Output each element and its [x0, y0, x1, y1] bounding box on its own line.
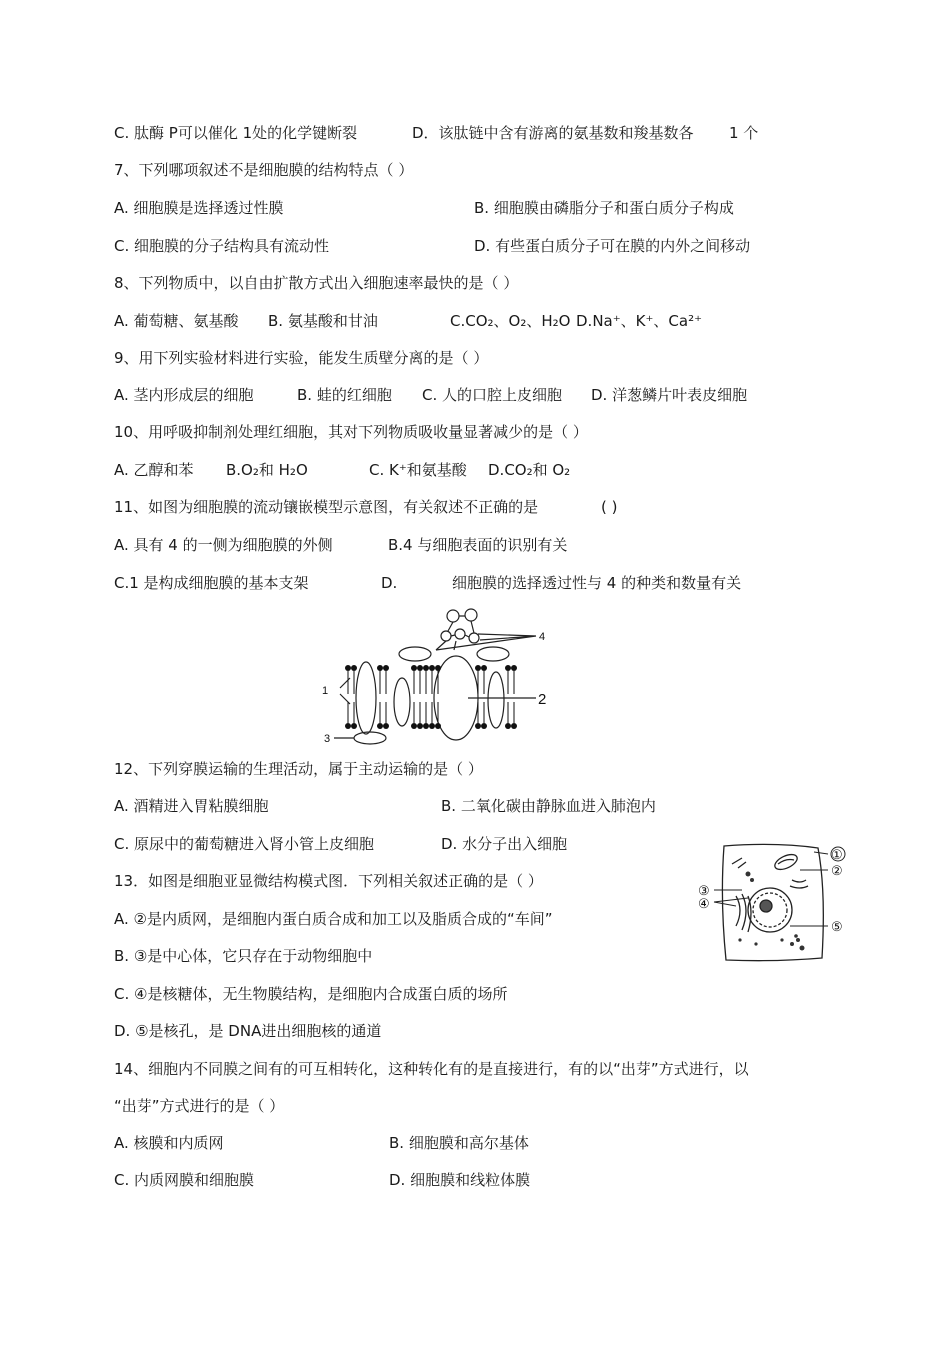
q11-answer-paren: ( ): [601, 498, 618, 516]
q10-option-b: B.O₂和 H₂O: [226, 461, 308, 479]
q12-option-d: D. 水分子出入细胞: [441, 835, 568, 853]
q13-option-d: D. ⑤是核孔，是 DNA进出细胞核的通道: [114, 1022, 382, 1040]
membrane-label-1: 1: [322, 685, 329, 697]
q10-option-a: A. 乙醇和苯: [114, 461, 194, 479]
q9-option-d: D. 洋葱鳞片叶表皮细胞: [591, 386, 748, 404]
q9-stem: 9、用下列实验材料进行实验，能发生质壁分离的是（ ）: [114, 349, 489, 367]
q13-stem: 13．如图是细胞亚显微结构模式图．下列相关叙述正确的是（ ）: [114, 872, 543, 890]
q7-option-b: B. 细胞膜由磷脂分子和蛋白质分子构成: [474, 199, 734, 217]
q7-option-d: D. 有些蛋白质分子可在膜的内外之间移动: [474, 237, 751, 255]
cell-label-4: ④: [698, 896, 710, 911]
cell-label-1: ①: [831, 847, 843, 862]
q9-option-a: A. 茎内形成层的细胞: [114, 386, 254, 404]
q14-option-b: B. 细胞膜和高尔基体: [389, 1134, 529, 1152]
q11-option-d-label: D.: [381, 574, 398, 592]
q11-option-d: 细胞膜的选择透过性与 4 的种类和数量有关: [452, 574, 742, 592]
q10-stem: 10、用呼吸抑制剂处理红细胞，其对下列物质吸收量显著减少的是（ ）: [114, 423, 588, 441]
membrane-figure: [318, 608, 554, 750]
q7-option-c: C. 细胞膜的分子结构具有流动性: [114, 237, 330, 255]
q8-stem: 8、下列物质中，以自由扩散方式出入细胞速率最快的是（ ）: [114, 274, 519, 292]
cell-label-3: ③: [698, 883, 710, 898]
q9-option-b: B. 蛙的红细胞: [297, 386, 392, 404]
q8-option-c: C.CO₂、O₂、H₂O: [450, 312, 571, 330]
q6-option-d-count: 1 个: [729, 124, 759, 142]
q8-option-a: A. 葡萄糖、氨基酸: [114, 312, 239, 330]
q11-stem: 11、如图为细胞膜的流动镶嵌模型示意图，有关叙述不正确的是: [114, 498, 539, 516]
q6-option-c: C. 肽酶 P可以催化 1处的化学键断裂: [114, 124, 358, 142]
q8-option-d: D.Na⁺、K⁺、Ca²⁺: [576, 312, 702, 330]
q8-option-b: B. 氨基酸和甘油: [268, 312, 378, 330]
q9-option-c: C. 人的口腔上皮细胞: [422, 386, 563, 404]
q13-option-b: B. ③是中心体，它只存在于动物细胞中: [114, 947, 373, 965]
q12-stem: 12、下列穿膜运输的生理活动，属于主动运输的是（ ）: [114, 760, 483, 778]
q12-option-a: A. 酒精进入胃粘膜细胞: [114, 797, 269, 815]
q7-option-a: A. 细胞膜是选择透过性膜: [114, 199, 284, 217]
q7-stem: 7、下列哪项叙述不是细胞膜的结构特点（ ）: [114, 161, 414, 179]
cell-label-2: ②: [831, 863, 843, 878]
q10-option-d: D.CO₂和 O₂: [488, 461, 571, 479]
q14-option-c: C. 内质网膜和细胞膜: [114, 1171, 255, 1189]
q14-stem-line2: “出芽”方式进行的是（ ）: [114, 1097, 285, 1115]
q12-option-b: B. 二氧化碳由静脉血进入肺泡内: [441, 797, 656, 815]
q11-option-c: C.1 是构成细胞膜的基本支架: [114, 574, 309, 592]
cell-label-5: ⑤: [831, 919, 843, 934]
q11-option-a: A. 具有 4 的一侧为细胞膜的外侧: [114, 536, 333, 554]
q10-option-c: C. K⁺和氨基酸: [369, 461, 467, 479]
q14-option-a: A. 核膜和内质网: [114, 1134, 224, 1152]
q11-option-b: B.4 与细胞表面的识别有关: [388, 536, 568, 554]
membrane-label-2: 2: [538, 691, 547, 708]
membrane-label-4: 4: [539, 631, 546, 643]
q12-option-c: C. 原尿中的葡萄糖进入肾小管上皮细胞: [114, 835, 375, 853]
q14-option-d: D. 细胞膜和线粒体膜: [389, 1171, 531, 1189]
cell-figure: [696, 840, 854, 966]
q13-option-a: A. ②是内质网，是细胞内蛋白质合成和加工以及脂质合成的“车间”: [114, 910, 553, 928]
q6-option-d: D．该肽链中含有游离的氨基数和羧基数各: [412, 124, 694, 142]
q14-stem-line1: 14、细胞内不同膜之间有的可互相转化，这种转化有的是直接进行，有的以“出芽”方式进行，以: [114, 1060, 749, 1078]
membrane-label-3: 3: [324, 733, 331, 745]
q13-option-c: C. ④是核糖体，无生物膜结构，是细胞内合成蛋白质的场所: [114, 985, 508, 1003]
